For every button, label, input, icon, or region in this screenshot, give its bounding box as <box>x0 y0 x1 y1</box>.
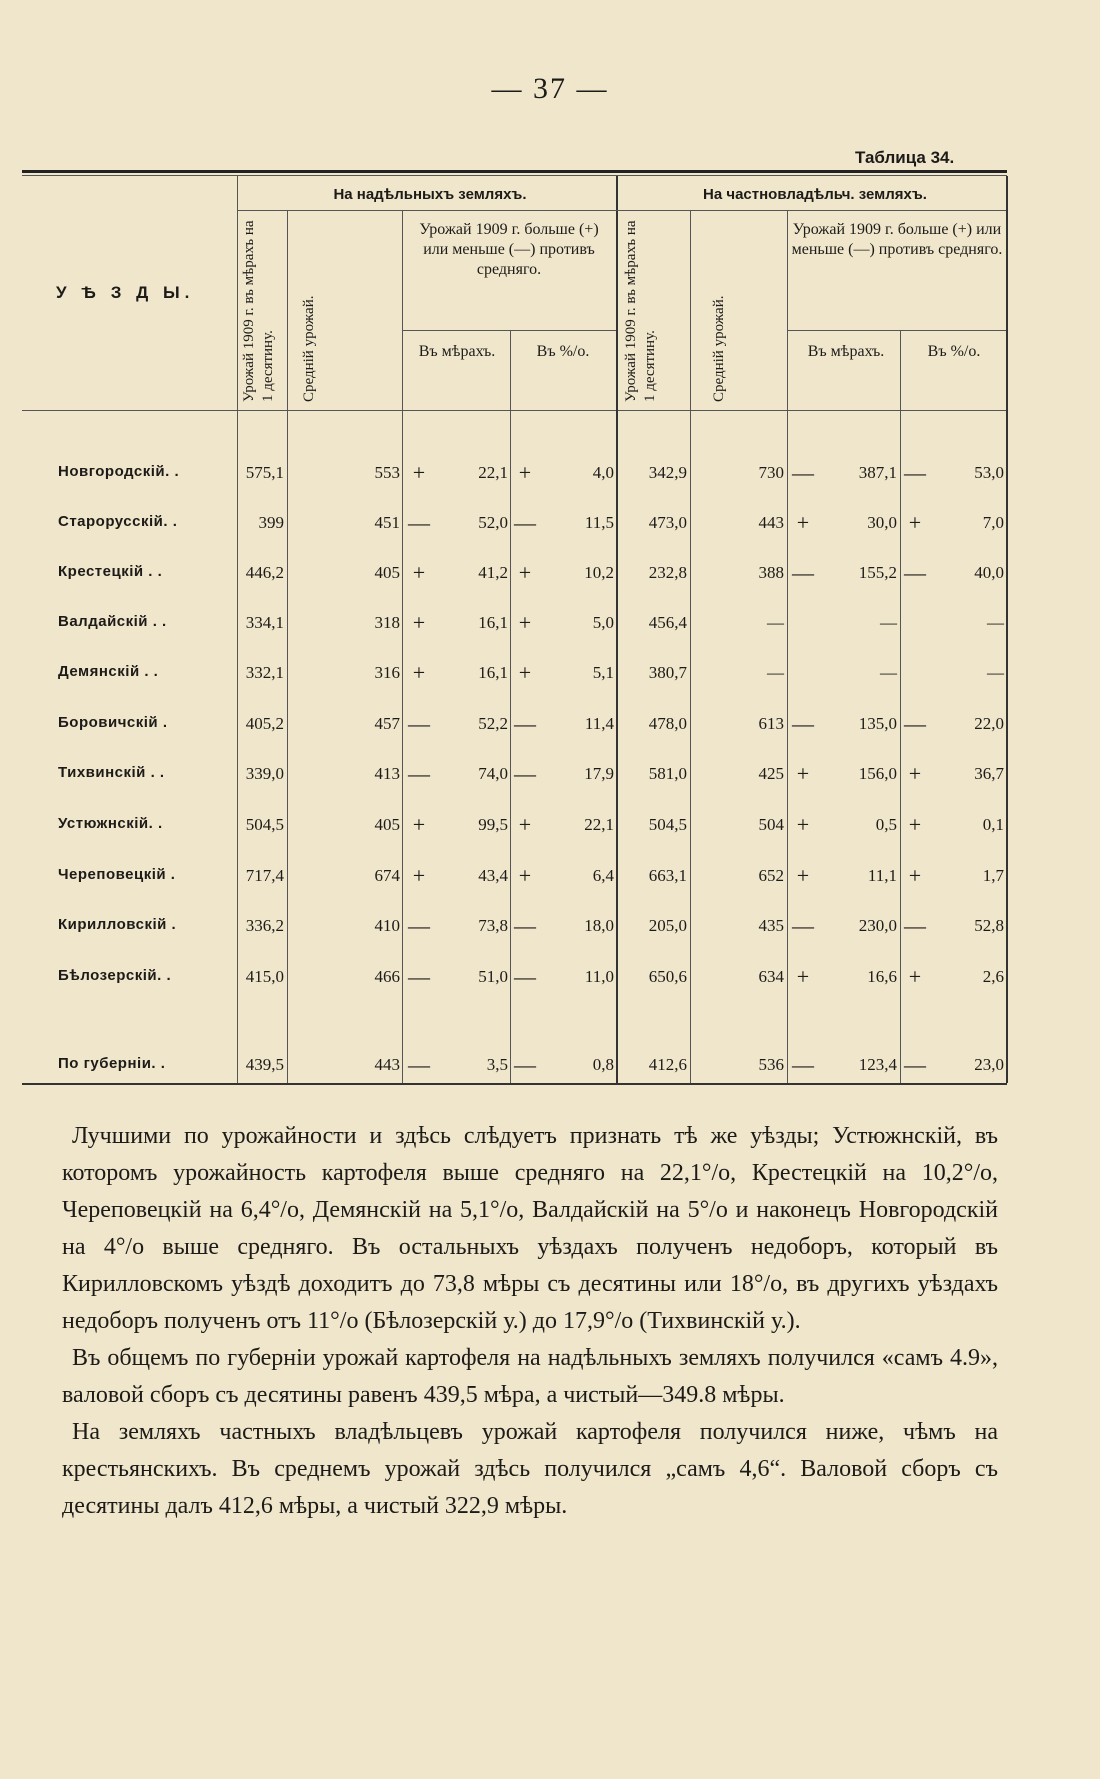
cell-c-yield: 473,0 <box>648 513 687 532</box>
cell-n-yield: 504,5 <box>245 815 284 834</box>
cell-c-avg: — <box>767 613 784 632</box>
cell-n-mery: 22,1 <box>478 463 508 482</box>
table-top-rule <box>22 170 1007 173</box>
cell-c-yield: 581,0 <box>648 764 687 783</box>
table-row <box>0 660 1100 703</box>
cell-n-mery: 74,0 <box>478 764 508 783</box>
cell-n-avg: 410 <box>374 916 400 935</box>
cell-c-mery: 30,0 <box>867 513 897 532</box>
cell-n-s2: + <box>518 460 532 485</box>
cell-n-s1: + <box>412 560 426 585</box>
cell-n-avg: 451 <box>374 513 400 532</box>
group-nadel-header: На надѣльныхъ земляхъ. <box>333 186 527 203</box>
cell-n-s1: — <box>408 761 430 786</box>
cell-c-mery: 0,5 <box>875 815 897 834</box>
cell-c-s1: — <box>792 460 814 485</box>
cell-c-mery: 135,0 <box>858 714 897 733</box>
uezd-name: По губерніи. . <box>58 1055 166 1072</box>
cell-n-pct: 10,2 <box>584 563 614 582</box>
cell-n-s1: — <box>408 711 430 736</box>
cell-c-mery: 230,0 <box>858 916 897 935</box>
cell-c-mery: 155,2 <box>858 563 897 582</box>
cell-c-mery: 387,1 <box>858 463 897 482</box>
cell-n-yield: 717,4 <box>245 866 284 885</box>
cell-c-avg: 652 <box>758 866 784 885</box>
cell-c-s1: — <box>792 1052 814 1077</box>
cell-c-avg: 388 <box>758 563 784 582</box>
group-chast-header: На частновладѣльч. земляхъ. <box>703 186 927 203</box>
uezdy-header: У Ѣ З Д Ы. <box>56 283 195 302</box>
cell-c-s1: — <box>792 913 814 938</box>
uezd-name: Старорусскій. . <box>58 513 178 530</box>
cell-n-pct: 11,0 <box>584 967 614 986</box>
paragraph: Лучшими по урожайности и здѣсь слѣдуетъ признать тѣ же уѣзды; Устюжнскій, въ которомъ урожайность картофеля выше средняго на 22,1°/о, Крестецкій на 10,2°/о, Череповецкій на 6,4°/о, Демянскій на 5,1°/о, Валдайскій на 5°/о и наконецъ Новгородскій на 4°/о выше средняго. Въ остальныхъ уѣздахъ полученъ недоборъ, который въ Кирилловскомъ уѣздѣ доходитъ до 73,8 мѣры съ десятины или 18°/о, въ другихъ уѣздахъ недоборъ полученъ отъ 11°/о (Бѣлозерскій у.) до 17,9°/о (Тихвинскій у.). <box>62 1123 998 1334</box>
cell-c-pct: 2,6 <box>982 967 1004 986</box>
cell-c-s2: + <box>908 964 922 989</box>
cell-c-s2: — <box>904 913 926 938</box>
cell-c-mery: 123,4 <box>858 1055 897 1074</box>
header-yield-chast: Урожай 1909 г. въ мѣрахъ на 1 десятину. <box>623 220 658 402</box>
cell-n-avg: 674 <box>374 866 400 885</box>
cell-n-yield: 446,2 <box>245 563 284 582</box>
cell-n-avg: 443 <box>374 1055 400 1074</box>
cell-c-pct: 1,7 <box>982 866 1004 885</box>
cell-c-s2: — <box>904 460 926 485</box>
uezd-name: Бѣлозерскій. . <box>58 967 172 984</box>
uezd-name: Новгородскій. . <box>58 463 180 480</box>
cell-n-s1: — <box>408 510 430 535</box>
cell-n-s1: + <box>412 863 426 888</box>
cell-c-pct: 36,7 <box>974 764 1004 783</box>
cell-n-pct: 18,0 <box>584 916 614 935</box>
cell-c-avg: 634 <box>758 967 784 986</box>
cell-c-s2: + <box>908 761 922 786</box>
cell-c-pct: — <box>987 663 1004 682</box>
table-row <box>0 510 1100 553</box>
cell-n-yield: 339,0 <box>245 764 284 783</box>
header-avg-nadel: Средній урожай. <box>301 295 317 402</box>
cell-c-s1: + <box>796 812 810 837</box>
cell-c-mery: 16,6 <box>867 967 897 986</box>
cell-c-pct: 40,0 <box>974 563 1004 582</box>
cell-n-mery: 52,2 <box>478 714 508 733</box>
uezd-name: Валдайскій . . <box>58 613 167 630</box>
page-number: — 37 — <box>491 72 609 105</box>
cell-c-mery: 156,0 <box>858 764 897 783</box>
cell-n-s1: — <box>408 913 430 938</box>
cell-n-s2: + <box>518 660 532 685</box>
cell-n-avg: 413 <box>374 764 400 783</box>
cell-n-yield: 575,1 <box>245 463 284 482</box>
cell-c-pct: 23,0 <box>974 1055 1004 1074</box>
cell-n-yield: 439,5 <box>245 1055 284 1074</box>
cell-c-avg: 504 <box>758 815 784 834</box>
cell-n-yield: 332,1 <box>245 663 284 682</box>
cell-n-avg: 553 <box>374 463 400 482</box>
cell-n-pct: 22,1 <box>584 815 614 834</box>
cell-n-s2: — <box>514 913 536 938</box>
cell-n-s2: + <box>518 560 532 585</box>
cell-c-s1: — <box>792 560 814 585</box>
total-row <box>0 1052 1100 1095</box>
header-diff-nadel: Урожай 1909 г. больше (+) или меньше (—) противъ средняго. <box>419 221 599 278</box>
table-row <box>0 711 1100 754</box>
cell-n-mery: 52,0 <box>478 513 508 532</box>
table-row <box>0 460 1100 503</box>
header-diff-mery-nadel: Въ мѣрахъ. <box>418 343 496 360</box>
cell-c-s1: + <box>796 510 810 535</box>
cell-c-pct: 7,0 <box>982 513 1004 532</box>
cell-c-yield: 456,4 <box>648 613 687 632</box>
table-row <box>0 812 1100 855</box>
cell-n-pct: 11,5 <box>584 513 614 532</box>
cell-c-s1: — <box>792 711 814 736</box>
header-bottom-rule <box>22 410 1007 411</box>
cell-c-avg: 425 <box>758 764 784 783</box>
cell-n-yield: 405,2 <box>245 714 284 733</box>
cell-c-s2: + <box>908 812 922 837</box>
cell-n-yield: 334,1 <box>245 613 284 632</box>
cell-n-avg: 405 <box>374 563 400 582</box>
cell-c-s2: — <box>904 711 926 736</box>
cell-c-s1: + <box>796 964 810 989</box>
cell-n-s2: + <box>518 610 532 635</box>
cell-n-s1: — <box>408 1052 430 1077</box>
cell-n-avg: 318 <box>374 613 400 632</box>
uezd-name: Демянскій . . <box>58 663 159 680</box>
cell-c-mery: — <box>880 663 897 682</box>
cell-n-avg: 466 <box>374 967 400 986</box>
cell-c-mery: 11,1 <box>867 866 897 885</box>
table-row <box>0 913 1100 956</box>
cell-n-s2: — <box>514 510 536 535</box>
cell-c-yield: 663,1 <box>648 866 687 885</box>
cell-n-s2: — <box>514 761 536 786</box>
cell-n-yield: 415,0 <box>245 967 284 986</box>
cell-n-mery: 16,1 <box>478 663 508 682</box>
uezd-name: Тихвинскій . . <box>58 764 165 781</box>
cell-n-s1: + <box>412 660 426 685</box>
cell-c-avg: 536 <box>758 1055 784 1074</box>
cell-n-s2: — <box>514 711 536 736</box>
header-diff-pct-nadel: Въ %/о. <box>536 343 590 360</box>
table-row <box>0 610 1100 653</box>
cell-c-avg: — <box>767 663 784 682</box>
cell-n-mery: 3,5 <box>486 1055 508 1074</box>
cell-n-mery: 41,2 <box>478 563 508 582</box>
cell-c-yield: 380,7 <box>648 663 687 682</box>
cell-c-s2: + <box>908 510 922 535</box>
cell-c-yield: 478,0 <box>648 714 687 733</box>
cell-n-pct: 0,8 <box>592 1055 614 1074</box>
paragraph: Въ общемъ по губерніи урожай картофеля на надѣльныхъ земляхъ получился «самъ 4.9», валовой сборъ съ десятины равенъ 439,5 мѣра, а чистый—349.8 мѣры. <box>62 1345 998 1408</box>
uezd-name: Череповецкій . <box>58 866 176 883</box>
uezd-name: Крестецкій . . <box>58 563 163 580</box>
cell-n-avg: 405 <box>374 815 400 834</box>
cell-n-s1: + <box>412 610 426 635</box>
cell-n-pct: 6,4 <box>592 866 614 885</box>
table-row <box>0 863 1100 906</box>
cell-c-avg: 730 <box>758 463 784 482</box>
cell-c-pct: — <box>987 613 1004 632</box>
table-row <box>0 964 1100 1007</box>
cell-n-mery: 73,8 <box>478 916 508 935</box>
cell-n-mery: 51,0 <box>478 967 508 986</box>
cell-c-s2: + <box>908 863 922 888</box>
cell-c-pct: 22,0 <box>974 714 1004 733</box>
cell-n-s1: — <box>408 964 430 989</box>
uezd-name: Кирилловскій . <box>58 916 177 933</box>
table-row <box>0 560 1100 603</box>
header-yield-nadel: Урожай 1909 г. въ мѣрахъ на 1 десятину. <box>241 220 276 402</box>
cell-n-mery: 99,5 <box>478 815 508 834</box>
uezd-name: Боровичскій . <box>58 714 168 731</box>
cell-n-pct: 5,1 <box>592 663 614 682</box>
paragraph: На земляхъ частныхъ владѣльцевъ урожай картофеля получился ниже, чѣмъ на крестьянскихъ. Въ среднемъ урожай здѣсь получился „самъ 4,6“. Валовой сборъ съ десятины далъ 412,6 мѣры, а чистый 322,9 мѣры. <box>62 1419 998 1519</box>
cell-c-yield: 504,5 <box>648 815 687 834</box>
cell-n-pct: 11,4 <box>584 714 614 733</box>
cell-c-s1: + <box>796 761 810 786</box>
cell-n-mery: 16,1 <box>478 613 508 632</box>
cell-c-pct: 53,0 <box>974 463 1004 482</box>
cell-c-pct: 52,8 <box>974 916 1004 935</box>
cell-c-yield: 342,9 <box>648 463 687 482</box>
header-avg-chast: Средній урожай. <box>711 295 727 402</box>
header-diff-chast: Урожай 1909 г. больше (+) или меньше (—) противъ средняго. <box>791 221 1003 258</box>
table-row <box>0 761 1100 804</box>
cell-n-s1: + <box>412 812 426 837</box>
cell-n-pct: 4,0 <box>592 463 614 482</box>
table-label: Таблица 34. <box>855 148 955 167</box>
cell-n-s2: + <box>518 812 532 837</box>
cell-c-s2: — <box>904 1052 926 1077</box>
header-diff-mery-chast: Въ мѣрахъ. <box>807 343 885 360</box>
subgroup-rule <box>402 330 616 331</box>
cell-c-mery: — <box>880 613 897 632</box>
group-rule <box>237 210 1006 211</box>
cell-c-yield: 412,6 <box>648 1055 687 1074</box>
table-top-rule-thin <box>22 175 1007 176</box>
cell-n-s1: + <box>412 460 426 485</box>
cell-n-avg: 316 <box>374 663 400 682</box>
cell-c-yield: 650,6 <box>648 967 687 986</box>
cell-c-s2: — <box>904 560 926 585</box>
cell-c-pct: 0,1 <box>982 815 1004 834</box>
cell-c-yield: 205,0 <box>648 916 687 935</box>
body-text <box>62 1118 998 1525</box>
cell-n-s2: — <box>514 1052 536 1077</box>
header-diff-pct-chast: Въ %/о. <box>927 343 981 360</box>
cell-n-s2: — <box>514 964 536 989</box>
cell-n-avg: 457 <box>374 714 400 733</box>
cell-n-pct: 17,9 <box>584 764 614 783</box>
cell-c-s1: + <box>796 863 810 888</box>
uezd-name: Устюжнскій. . <box>58 815 163 832</box>
cell-c-avg: 435 <box>758 916 784 935</box>
cell-n-s2: + <box>518 863 532 888</box>
cell-c-avg: 443 <box>758 513 784 532</box>
cell-n-yield: 336,2 <box>245 916 284 935</box>
cell-c-yield: 232,8 <box>648 563 687 582</box>
cell-n-pct: 5,0 <box>592 613 614 632</box>
cell-c-avg: 613 <box>758 714 784 733</box>
subgroup-rule <box>787 330 1006 331</box>
cell-n-yield: 399 <box>258 513 284 532</box>
cell-n-mery: 43,4 <box>478 866 508 885</box>
